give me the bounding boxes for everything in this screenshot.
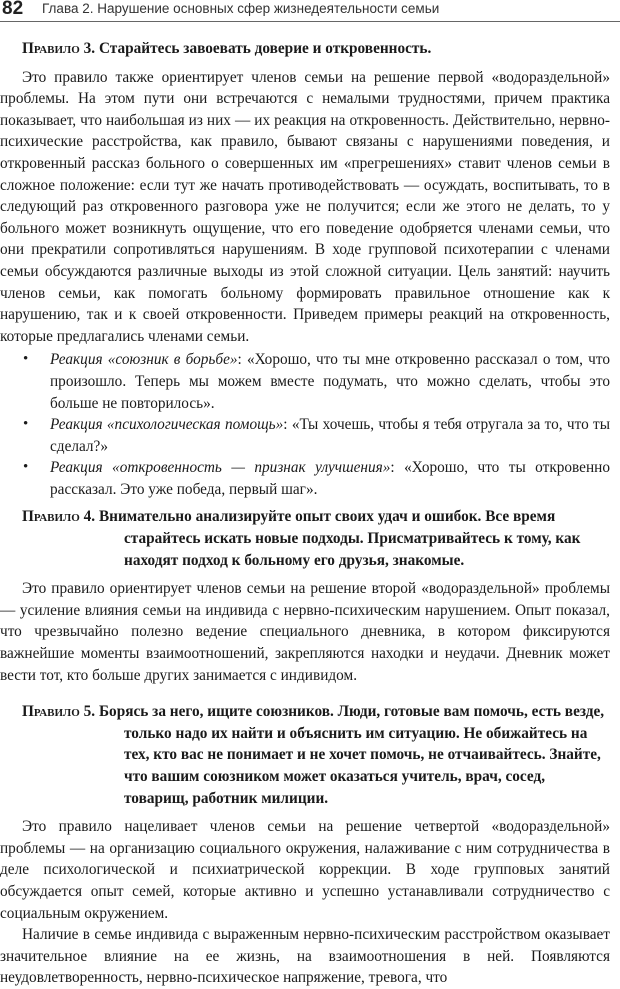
reaction-list bbox=[0, 349, 610, 500]
rule-5-label: Правило 5. bbox=[22, 703, 96, 721]
running-title: Глава 2. Нарушение основных сфер жизнедеятельности семьи bbox=[42, 1, 440, 16]
page-body bbox=[0, 38, 610, 989]
rule-3-title: Старайтесь завоевать доверие и откровенность. bbox=[98, 40, 432, 57]
rule-4-heading bbox=[22, 506, 610, 571]
list-item bbox=[0, 349, 610, 414]
reaction-text: : «Ты хочешь, чтобы я тебя отругала за то, что ты сделал?» bbox=[50, 416, 610, 455]
rule-5-paragraph-1: Это правило нацеливает членов семьи на решение четвертой «водораздельной» проблемы — на организацию социального окружения, налаживание с ним сотрудничества в деле психологической и психиатрической коррекции. В ходе групповых занятий обсуждается опыт семей, которые активно и успешно устанавливали сотрудничество с социальным окружением. bbox=[0, 818, 610, 922]
header-divider bbox=[0, 21, 620, 22]
page-header bbox=[0, 0, 620, 20]
rule-4-label: Правило 4. bbox=[22, 508, 96, 526]
page-number: 82 bbox=[2, 0, 24, 19]
bullet-icon: • bbox=[23, 351, 29, 368]
reaction-term: Реакция «откровенность — признак улучшения» bbox=[50, 459, 391, 477]
rule-4-paragraph: Это правило ориентирует членов семьи на решение второй «водораздельной» проблемы — усиление влияния семьи на индивида с нервно-психическим нарушением. Опыт показал, что чрезвычайно полезно ведение специального дневника, в котором фиксируются важнейшие моменты взаимоотношений, закрепляются находки и неудачи. Дневник может вести тот, кто больше других занимается с индивидом. bbox=[0, 580, 610, 684]
reaction-text: : «Хорошо, что ты мне откровенно рассказал о том, что произошло. Теперь мы можем вместе подумать, что можно сделать, чтобы это больше не повторилось». bbox=[50, 351, 610, 412]
bullet-icon: • bbox=[23, 416, 29, 433]
reaction-text: : «Хорошо, что ты откровенно рассказал. Это уже победа, первый шаг». bbox=[50, 459, 610, 498]
rule-5-paragraph-2: Наличие в семье индивида с выраженным нервно-психическим расстройством оказывает значительное влияние на ее жизнь, на взаимоотношения в ней. Появляются неудовлетворенность, нервно-психическое напряжение, тревога, что bbox=[0, 926, 610, 987]
list-item bbox=[0, 414, 610, 457]
rule-4-title: Внимательно анализируйте опыт своих удач и ошибок. Все время старайтесь искать новые подходы. Присматривайтесь к тому, как находят подход к больному его друзья, знакомые. bbox=[98, 508, 581, 569]
reaction-term: Реакция «психологическая помощь» bbox=[50, 416, 284, 434]
rule-3-paragraph: Это правило также ориентирует членов семьи на решение первой «водораздельной» проблемы. На этом пути они встречаются с немалыми трудностями, причем практика показывает, что наибольшая из них — их реакция на откровенность. Действительно, нервно-психические расстройства, как правило, бывают связаны с нарушениями поведения, и откровенный рассказ больного о совершенных им «прегрешениях» ставит членов семьи в сложное положение: если тут же начать противодействовать — осуждать, воспитывать, то в следующий раз откровенного разговора уже не получится; если же этого не делать, то у больного может возникнуть ощущение, что его поведение одобряется членами семьи, что они прекратили сопротивляться нарушениям. В ходе групповой психотерапии с членами семьи обсуждаются различные выходы из этой сложной ситуации. Цель занятий: научить членов семьи, как помогать больному формировать правильное отношение как к нарушению, так и к своей откровенности. Приведем примеры реакций на откровенность, которые предлагались членами семьи. bbox=[0, 68, 610, 345]
rule-3-label: Правило 3. bbox=[22, 40, 96, 57]
reaction-term: Реакция «союзник в борьбе» bbox=[50, 351, 238, 369]
rule-3-heading bbox=[22, 38, 610, 60]
bullet-icon: • bbox=[23, 459, 29, 476]
rule-5-title: Борясь за него, ищите союзников. Люди, готовые вам помочь, есть везде, только надо их найти и объяснить им ситуацию. Не обижайтесь на тех, кто вас не понимает и не хочет помочь, не отчаивайтесь. Знайте, что вашим союзником может оказаться учитель, врач, сосед, товарищ, работник милиции. bbox=[98, 703, 605, 807]
list-item bbox=[0, 457, 610, 500]
rule-5-heading bbox=[22, 701, 610, 809]
